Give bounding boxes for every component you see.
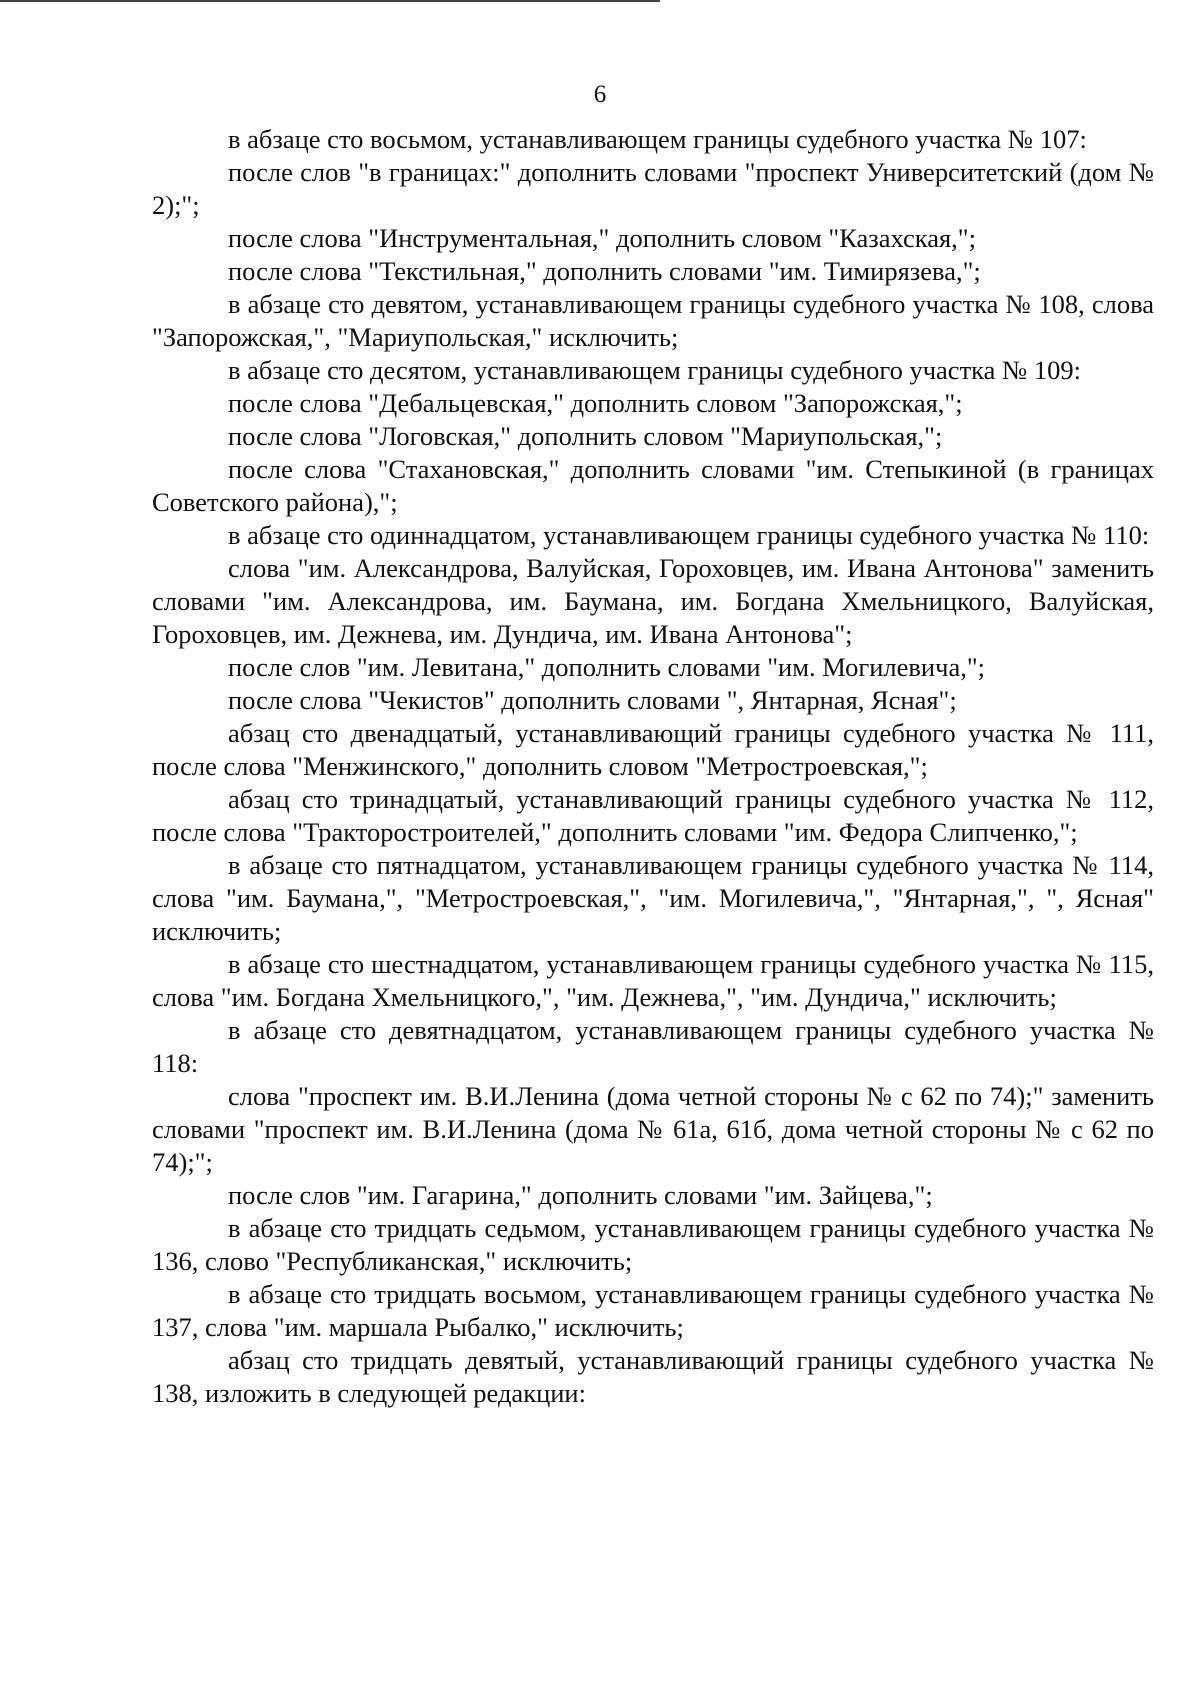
paragraph: слова "им. Александрова, Валуйская, Гороховцев, им. Ивана Антонова" заменить словами "им. Александрова, им. Баумана, им. Богдана Хмельницкого, Валуйская, Гороховцев, им. Дежнева, им. Дундича, им. Ивана Антонова"; — [152, 553, 1154, 649]
paragraph: в абзаце сто девятнадцатом, устанавливающем границы судебного участка № 118: — [152, 1015, 1154, 1078]
paragraph: после слова "Стахановская," дополнить словами "им. Степыкиной (в границах Советского района),"; — [152, 454, 1154, 517]
paragraph: после слов "в границах:" дополнить словами "проспект Университетский (дом № 2);"; — [152, 157, 1154, 220]
paragraph: абзац сто тридцать девятый, устанавливающий границы судебного участка № 138, изложить в следующей редакции: — [152, 1345, 1154, 1408]
paragraph: после слова "Чекистов" дополнить словами ", Янтарная, Ясная"; — [228, 685, 957, 715]
paragraph: в абзаце сто девятом, устанавливающем границы судебного участка № 108, слова "Запорожская,", "Мариупольская," исключить; — [152, 289, 1154, 352]
paragraph: в абзаце сто тридцать восьмом, устанавливающем границы судебного участка № 137, слова "им. маршала Рыбалко," исключить; — [152, 1279, 1154, 1342]
paragraph: в абзаце сто тридцать седьмом, устанавливающем границы судебного участка № 136, слово "Республиканская," исключить; — [152, 1213, 1154, 1276]
paragraph: после слова "Текстильная," дополнить словами "им. Тимирязева,"; — [228, 256, 981, 286]
paragraph: после слова "Логовская," дополнить словом "Мариупольская,"; — [228, 421, 943, 451]
paragraph: после слов "им. Гагарина," дополнить словами "им. Зайцева,"; — [228, 1180, 933, 1210]
paragraph: в абзаце сто десятом, устанавливающем границы судебного участка № 109: — [228, 355, 1082, 385]
paragraph: после слов "им. Левитана," дополнить словами "им. Могилевича,"; — [228, 652, 986, 682]
paragraph: после слова "Дебальцевская," дополнить словом "Запорожская,"; — [228, 388, 963, 418]
paragraph: слова "проспект им. В.И.Ленина (дома четной стороны № с 62 по 74);" заменить словами "проспект им. В.И.Ленина (дома № 61а, 61б, дома четной стороны № с 62 по 74);"; — [152, 1081, 1154, 1177]
paragraph: абзац сто тринадцатый, устанавливающий границы судебного участка № 112, после слова "Тракторостроителей," дополнить словами "им. Федора Слипченко,"; — [152, 784, 1154, 847]
paragraph: в абзаце сто шестнадцатом, устанавливающем границы судебного участка № 115, слова "им. Богдана Хмельницкого,", "им. Дежнева,", "им. Дундича," исключить; — [152, 949, 1154, 1012]
page-number: 6 — [593, 81, 607, 108]
paragraph: в абзаце сто одиннадцатом, устанавливающем границы судебного участка № 110: — [228, 520, 1150, 550]
paragraph: в абзаце сто восьмом, устанавливающем границы судебного участка № 107: — [228, 124, 1087, 154]
paragraph: абзац сто двенадцатый, устанавливающий границы судебного участка № 111, после слова "Менжинского," дополнить словом "Метростроевская,"; — [152, 718, 1154, 781]
paragraph: после слова "Инструментальная," дополнить словом "Казахская,"; — [228, 223, 976, 253]
paragraph: в абзаце сто пятнадцатом, устанавливающем границы судебного участка № 114, слова "им. Баумана,", "Метростроевская,", "им. Могилевича,", "Янтарная,", ", Ясная" исключить; — [152, 850, 1154, 946]
scan-edge-line — [0, 0, 660, 2]
document-body — [152, 123, 1154, 1410]
